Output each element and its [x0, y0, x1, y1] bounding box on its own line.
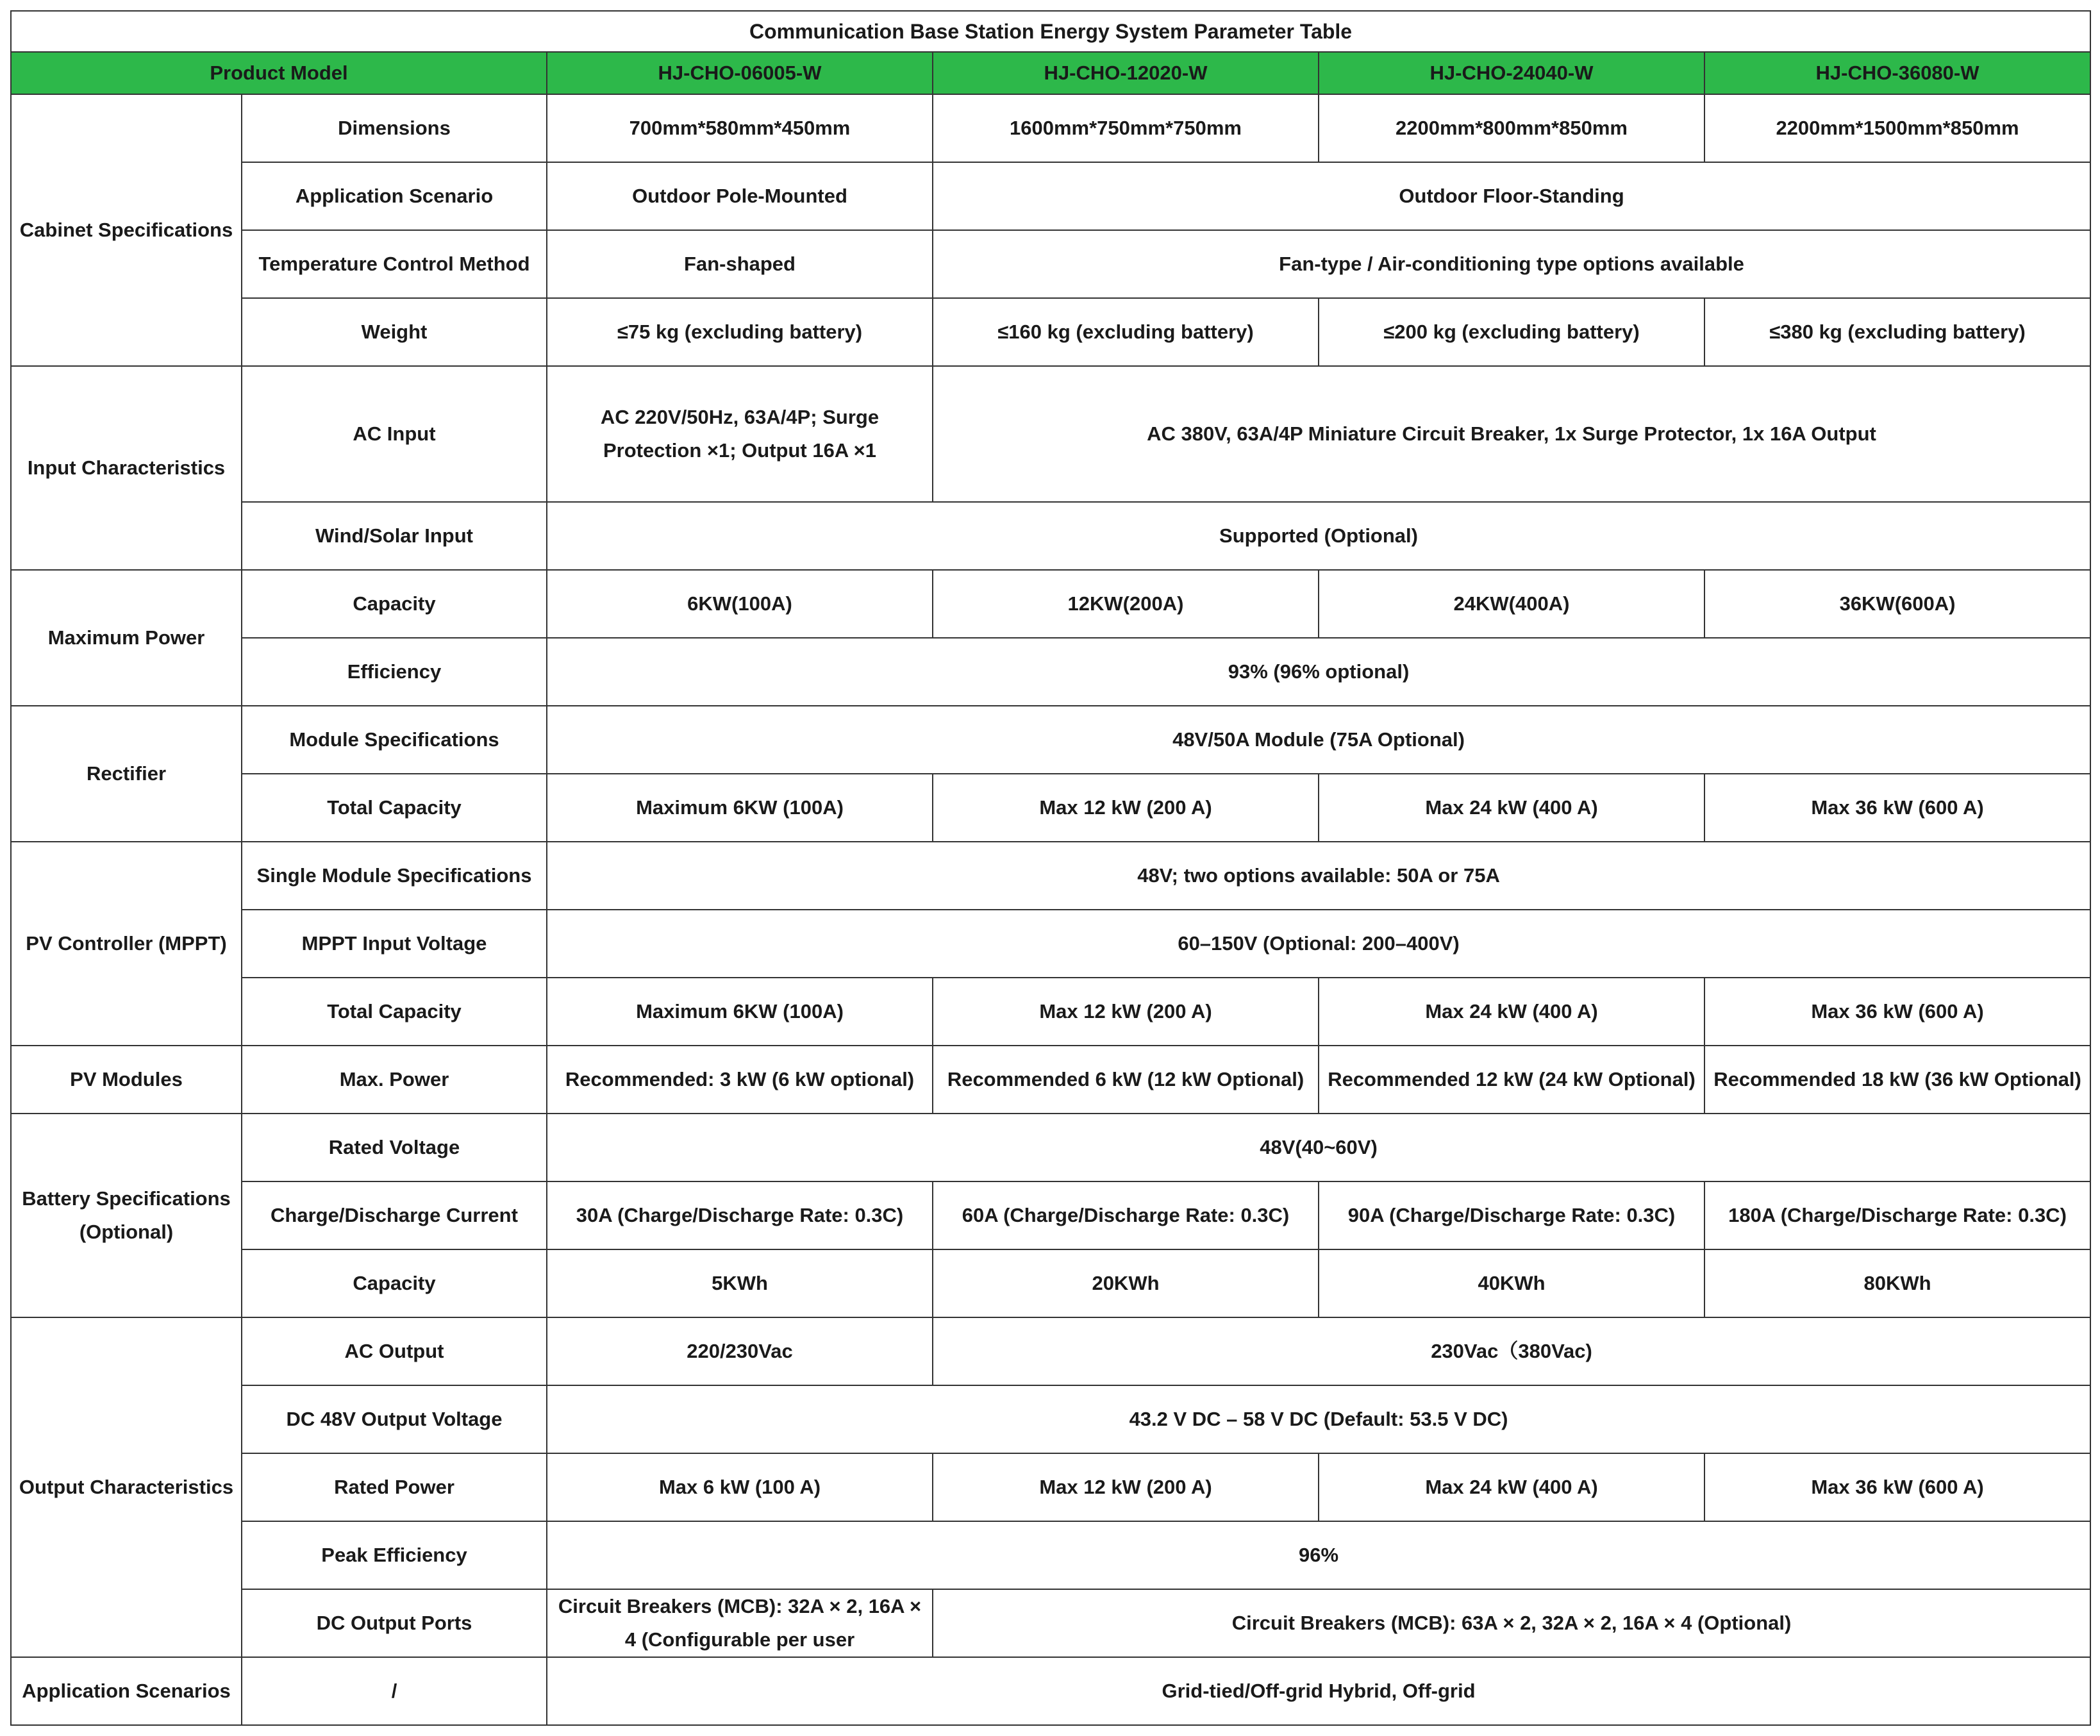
value-cell: 48V/50A Module (75A Optional)	[547, 706, 2090, 774]
table-row	[11, 1521, 2090, 1589]
section-battery: Battery Specifications (Optional)	[11, 1114, 242, 1317]
header-model-1: HJ-CHO-06005-W	[547, 52, 933, 94]
value-cell: Maximum 6KW (100A)	[547, 978, 933, 1046]
value-cell: 30A (Charge/Discharge Rate: 0.3C)	[547, 1181, 933, 1249]
table-row	[11, 1181, 2090, 1249]
param-weight: Weight	[242, 298, 547, 366]
table-row	[11, 706, 2090, 774]
table-row	[11, 570, 2090, 638]
param-total-capacity: Total Capacity	[242, 978, 547, 1046]
value-cell: Fan-shaped	[547, 230, 933, 298]
value-cell: ≤75 kg (excluding battery)	[547, 298, 933, 366]
param-total-capacity: Total Capacity	[242, 774, 547, 842]
value-cell: 230Vac（380Vac)	[933, 1317, 2090, 1385]
value-cell: Max 36 kW (600 A)	[1704, 978, 2090, 1046]
value-cell: 60–150V (Optional: 200–400V)	[547, 910, 2090, 978]
value-cell: Max 36 kW (600 A)	[1704, 774, 2090, 842]
value-cell: 90A (Charge/Discharge Rate: 0.3C)	[1319, 1181, 1704, 1249]
section-pv-controller: PV Controller (MPPT)	[11, 842, 242, 1046]
value-cell: 43.2 V DC – 58 V DC (Default: 53.5 V DC)	[547, 1385, 2090, 1453]
value-cell: Maximum 6KW (100A)	[547, 774, 933, 842]
value-cell: ≤160 kg (excluding battery)	[933, 298, 1319, 366]
value-cell: 1600mm*750mm*750mm	[933, 94, 1319, 162]
table-row	[11, 638, 2090, 706]
param-capacity: Capacity	[242, 1249, 547, 1317]
value-cell: Max 24 kW (400 A)	[1319, 1453, 1704, 1521]
value-cell: 12KW(200A)	[933, 570, 1319, 638]
param-efficiency: Efficiency	[242, 638, 547, 706]
value-cell: Supported (Optional)	[547, 502, 2090, 570]
value-cell: Outdoor Pole-Mounted	[547, 162, 933, 230]
value-cell: Max 12 kW (200 A)	[933, 978, 1319, 1046]
param-ac-output: AC Output	[242, 1317, 547, 1385]
value-cell: Fan-type / Air-conditioning type options available	[933, 230, 2090, 298]
param-capacity: Capacity	[242, 570, 547, 638]
header-model-3: HJ-CHO-24040-W	[1319, 52, 1704, 94]
value-cell: 80KWh	[1704, 1249, 2090, 1317]
param-single-module: Single Module Specifications	[242, 842, 547, 910]
table-row	[11, 94, 2090, 162]
param-temperature-control: Temperature Control Method	[242, 230, 547, 298]
value-cell: 2200mm*800mm*850mm	[1319, 94, 1704, 162]
value-cell: 48V(40~60V)	[547, 1114, 2090, 1181]
param-dc-output-voltage: DC 48V Output Voltage	[242, 1385, 547, 1453]
section-input: Input Characteristics	[11, 366, 242, 570]
param-dc-output-ports: DC Output Ports	[242, 1589, 547, 1657]
parameter-table	[10, 10, 2091, 1726]
table-row	[11, 1385, 2090, 1453]
section-rectifier: Rectifier	[11, 706, 242, 842]
table-row	[11, 774, 2090, 842]
value-cell: 220/230Vac	[547, 1317, 933, 1385]
table-row	[11, 162, 2090, 230]
value-cell: ≤200 kg (excluding battery)	[1319, 298, 1704, 366]
section-pv-modules: PV Modules	[11, 1046, 242, 1114]
value-cell: Recommended 6 kW (12 kW Optional)	[933, 1046, 1319, 1114]
section-cabinet: Cabinet Specifications	[11, 94, 242, 366]
table-row	[11, 230, 2090, 298]
header-product-model: Product Model	[11, 52, 547, 94]
value-cell: 40KWh	[1319, 1249, 1704, 1317]
value-cell: 60A (Charge/Discharge Rate: 0.3C)	[933, 1181, 1319, 1249]
value-cell: ≤380 kg (excluding battery)	[1704, 298, 2090, 366]
value-cell: Outdoor Floor-Standing	[933, 162, 2090, 230]
header-model-4: HJ-CHO-36080-W	[1704, 52, 2090, 94]
param-slash: /	[242, 1657, 547, 1725]
table-row	[11, 1453, 2090, 1521]
value-cell: 96%	[547, 1521, 2090, 1589]
param-wind-solar: Wind/Solar Input	[242, 502, 547, 570]
value-cell: Max 24 kW (400 A)	[1319, 774, 1704, 842]
param-dimensions: Dimensions	[242, 94, 547, 162]
value-cell: Max 12 kW (200 A)	[933, 1453, 1319, 1521]
param-rated-power: Rated Power	[242, 1453, 547, 1521]
header-row	[11, 52, 2090, 94]
value-cell: Recommended 18 kW (36 kW Optional)	[1704, 1046, 2090, 1114]
value-cell: Recommended: 3 kW (6 kW optional)	[547, 1046, 933, 1114]
section-output: Output Characteristics	[11, 1317, 242, 1657]
value-cell: Circuit Breakers (MCB): 32A × 2, 16A × 4 (Configurable per user	[547, 1589, 933, 1657]
param-max-power: Max. Power	[242, 1046, 547, 1114]
value-cell: Max 12 kW (200 A)	[933, 774, 1319, 842]
param-module-specifications: Module Specifications	[242, 706, 547, 774]
value-cell: 36KW(600A)	[1704, 570, 2090, 638]
table-row	[11, 502, 2090, 570]
param-mppt-input-voltage: MPPT Input Voltage	[242, 910, 547, 978]
value-cell: 20KWh	[933, 1249, 1319, 1317]
param-ac-input: AC Input	[242, 366, 547, 502]
title-row	[11, 11, 2090, 52]
param-application-scenario: Application Scenario	[242, 162, 547, 230]
table-row	[11, 910, 2090, 978]
value-cell: Max 6 kW (100 A)	[547, 1453, 933, 1521]
table-row	[11, 1114, 2090, 1181]
value-cell: Max 36 kW (600 A)	[1704, 1453, 2090, 1521]
header-model-2: HJ-CHO-12020-W	[933, 52, 1319, 94]
table-row	[11, 842, 2090, 910]
value-cell: 48V; two options available: 50A or 75A	[547, 842, 2090, 910]
param-peak-efficiency: Peak Efficiency	[242, 1521, 547, 1589]
value-cell: 700mm*580mm*450mm	[547, 94, 933, 162]
param-charge-discharge-current: Charge/Discharge Current	[242, 1181, 547, 1249]
value-cell: 93% (96% optional)	[547, 638, 2090, 706]
value-cell: Max 24 kW (400 A)	[1319, 978, 1704, 1046]
value-cell: Circuit Breakers (MCB): 63A × 2, 32A × 2, 16A × 4 (Optional)	[933, 1589, 2090, 1657]
param-rated-voltage: Rated Voltage	[242, 1114, 547, 1181]
table-row	[11, 1589, 2090, 1657]
value-cell: AC 380V, 63A/4P Miniature Circuit Breaker, 1x Surge Protector, 1x 16A Output	[933, 366, 2090, 502]
table-row	[11, 1317, 2090, 1385]
table-row	[11, 978, 2090, 1046]
section-application-scenarios: Application Scenarios	[11, 1657, 242, 1725]
value-cell: 180A (Charge/Discharge Rate: 0.3C)	[1704, 1181, 2090, 1249]
value-cell: Recommended 12 kW (24 kW Optional)	[1319, 1046, 1704, 1114]
value-cell: 5KWh	[547, 1249, 933, 1317]
table-title: Communication Base Station Energy System Parameter Table	[11, 11, 2090, 52]
table-row	[11, 1249, 2090, 1317]
value-cell: 24KW(400A)	[1319, 570, 1704, 638]
value-cell: 2200mm*1500mm*850mm	[1704, 94, 2090, 162]
value-cell: Grid-tied/Off-grid Hybrid, Off-grid	[547, 1657, 2090, 1725]
table-row	[11, 366, 2090, 502]
value-cell: 6KW(100A)	[547, 570, 933, 638]
table-row	[11, 1046, 2090, 1114]
table-row	[11, 1657, 2090, 1725]
table-row	[11, 298, 2090, 366]
section-max-power: Maximum Power	[11, 570, 242, 706]
value-cell: AC 220V/50Hz, 63A/4P; Surge Protection ×1; Output 16A ×1	[547, 366, 933, 502]
